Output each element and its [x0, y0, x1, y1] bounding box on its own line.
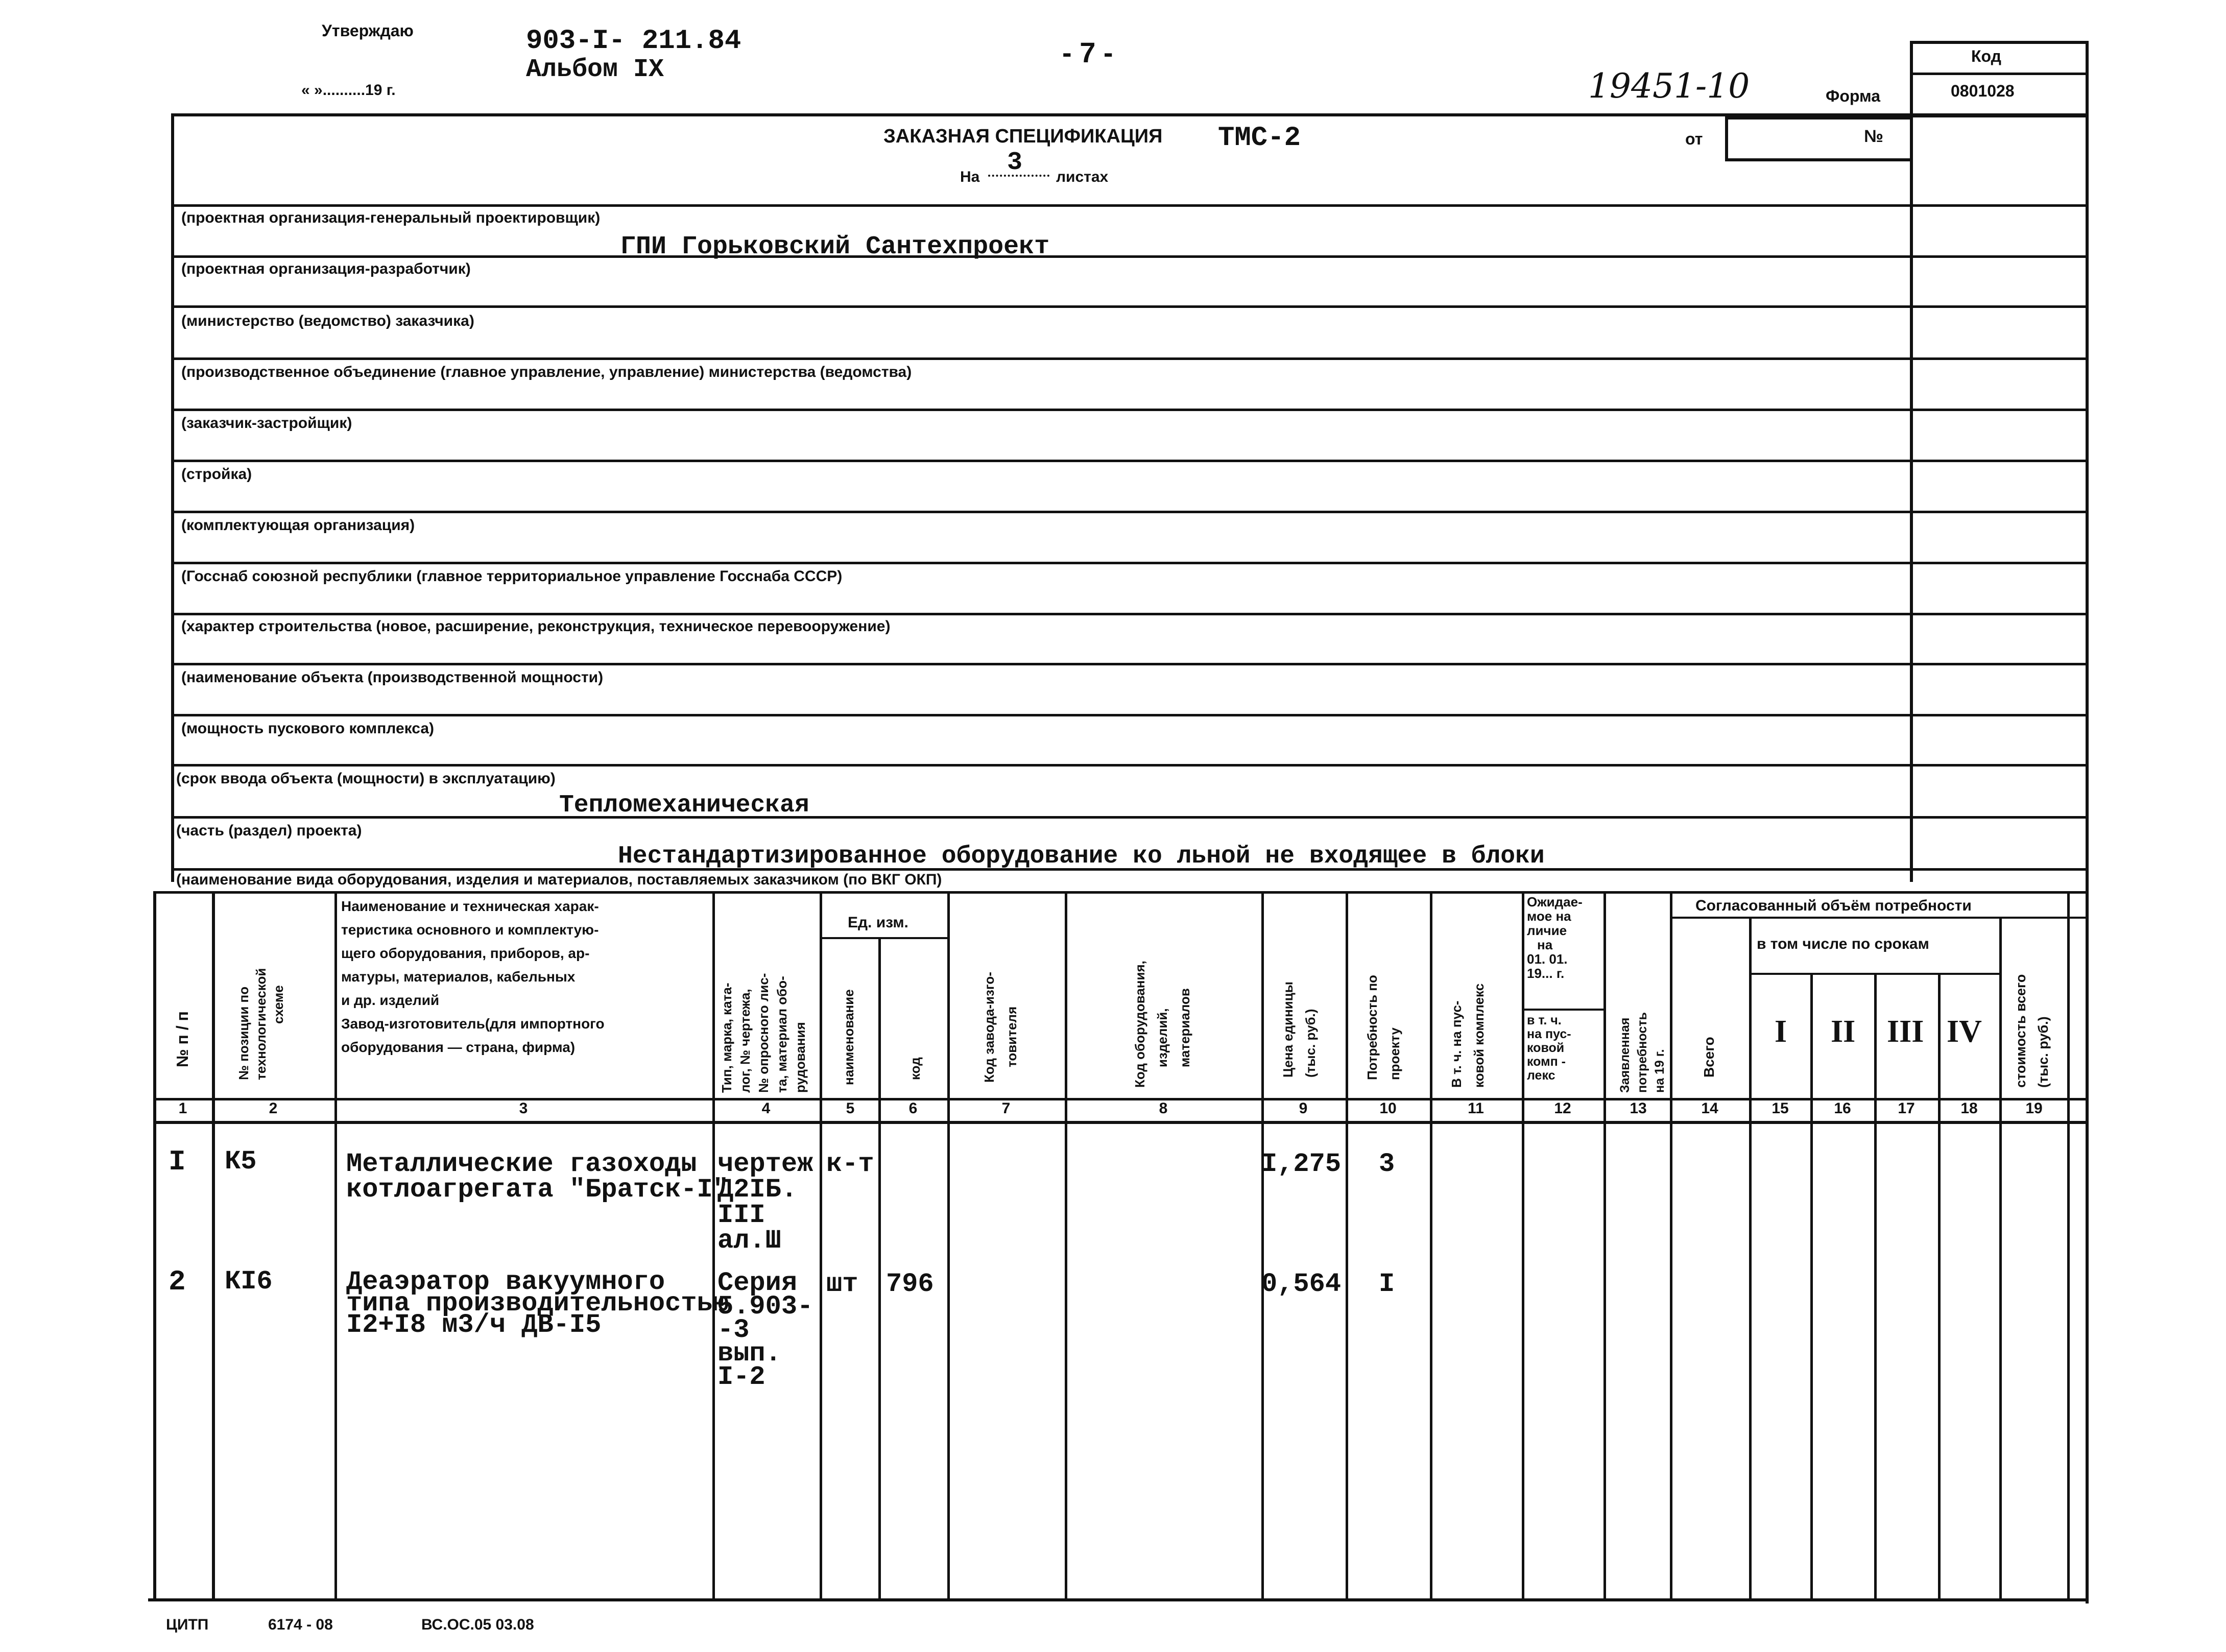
header-unit-group: Ед. изм.	[848, 914, 908, 931]
column-number: 19	[2025, 1100, 2043, 1117]
header-declared-need: Заявленная потребность на 19 г.	[1618, 1012, 1667, 1093]
field-label-developer: (проектная организация-разработчик)	[181, 260, 471, 277]
row-need: 3	[1379, 1149, 1395, 1179]
row-position: К5	[225, 1146, 257, 1177]
field-label-construction-project: (стройка)	[181, 466, 252, 483]
header-total: Всего	[1701, 1037, 1717, 1078]
doc-number: 903-I- 211.84	[526, 26, 741, 57]
page-number: - 7 -	[1062, 36, 1113, 68]
row-unit-name: шт	[826, 1269, 858, 1299]
field-label-completing-organization: (комплектующая организация)	[181, 517, 415, 534]
field-value-equipment-type: Нестандартизированное оборудование ко льной не входящее в блоки	[618, 843, 1545, 870]
column-number: 7	[1001, 1100, 1011, 1117]
column-number: 8	[1159, 1100, 1168, 1117]
header-startup-complex: В т. ч. на пус- ковой комплекс	[1449, 983, 1487, 1088]
header-total-cost: стоимость всего (тыс. руб.)	[2013, 974, 2051, 1088]
row-price: I,275	[1261, 1149, 1342, 1179]
field-value-developer: ГПИ Горьковский Сантехпроект	[620, 232, 1050, 261]
field-label-object-name: (наименование объекта (производственной мощности)	[181, 669, 604, 686]
form-label: Форма	[1826, 87, 1881, 105]
album-label: Альбом IX	[526, 55, 664, 84]
column-number: 17	[1898, 1100, 1915, 1117]
kod-label: Код	[1971, 47, 2001, 65]
header-row-number: № п / п	[173, 1011, 192, 1067]
field-label-gossnab: (Госснаб союзной республики (главное территориальное управление Госснаба СССР)	[181, 568, 843, 585]
header-manufacturer-code: Код завода-изго- товителя	[982, 972, 1019, 1083]
column-number: 4	[761, 1100, 771, 1117]
spec-title: ЗАКАЗНАЯ СПЕЦИФИКАЦИЯ	[883, 126, 1163, 147]
column-number: 10	[1379, 1100, 1397, 1117]
footer-code: 6174 - 08	[268, 1616, 333, 1633]
row-number: I	[169, 1145, 186, 1178]
date-box	[1725, 116, 1913, 161]
field-value-project-part: Тепломеханическая	[559, 792, 809, 819]
column-number: 11	[1468, 1100, 1484, 1117]
header-term-3: III	[1887, 1014, 1924, 1049]
header-unit-code: код	[907, 1057, 923, 1080]
row-position: КI6	[225, 1266, 273, 1297]
header-expected-availability: Ожидае- мое на личие на 01. 01. 19... г.	[1527, 894, 1583, 981]
field-label-customer-developer: (заказчик-застройщик)	[181, 415, 352, 432]
row-price: 0,564	[1261, 1269, 1342, 1299]
field-label-ministry: (министерство (ведомство) заказчика)	[181, 313, 474, 329]
column-number: 1	[178, 1100, 187, 1117]
column-number: 5	[846, 1100, 855, 1117]
sheets-prefix: На	[960, 169, 980, 185]
header-term-4: IV	[1947, 1014, 1982, 1049]
column-number: 6	[908, 1100, 918, 1117]
header-name: Наименование и техническая харак- теристика основного и комплектую- щего оборудования, приборов, ар- матуры, материалов, кабельных и др. изделий Завод-изготовитель(для импортного оборудования — страна, фирма)	[341, 898, 605, 1055]
header-agreed-volume: Согласованный объём потребности	[1695, 897, 1972, 914]
header-unit-price: Цена единицы (тыс. руб.)	[1280, 981, 1318, 1078]
field-label-equipment-kind: (наименование вида оборудования, изделия и материалов, поставляемых заказчиком (по ВКГ ОКП)	[176, 871, 942, 888]
column-number: 2	[269, 1100, 278, 1117]
row-need: I	[1379, 1269, 1395, 1299]
header-unit-name: наименование	[841, 989, 856, 1085]
column-number: 18	[1960, 1100, 1978, 1117]
spec-code: ТМС-2	[1218, 123, 1301, 154]
column-number: 12	[1554, 1100, 1571, 1117]
header-position: № позиции по технологической схеме	[236, 968, 286, 1080]
approved-date: « »..........19 г.	[301, 82, 396, 99]
row-number: 2	[169, 1265, 186, 1298]
row-name: Деаэратор вакуумного типа производительностью I2+I8 м3/ч ДВ-I5	[346, 1267, 729, 1340]
column-number: 14	[1701, 1100, 1718, 1117]
form-code: 0801028	[1951, 82, 2015, 100]
header-expected-startup: в т. ч. на пус- ковой комп - лекс	[1527, 1013, 1571, 1083]
header-type-mark: Тип, марка, ката- лог, № чертежа, № опросного лис- та, материал обо- рудования	[719, 973, 808, 1093]
column-number: 15	[1772, 1100, 1789, 1117]
column-number: 16	[1834, 1100, 1851, 1117]
sheets-count: 3	[1007, 148, 1023, 177]
row-type: чертеж Д2IБ. III ал.Ш	[717, 1149, 813, 1256]
header-project-need: Потребность по проекту	[1365, 975, 1402, 1080]
header-by-terms: в том числе по срокам	[1757, 936, 1929, 952]
field-label-general-designer: (проектная организация-генеральный проектировщик)	[181, 209, 601, 226]
footer-org: ЦИТП	[166, 1616, 209, 1633]
field-label-construction-type: (характер строительства (новое, расширение, реконструкция, техническое перевооружение)	[181, 618, 891, 635]
row-name: Металлические газоходы котлоагрегата "Братск-I"	[346, 1149, 729, 1205]
row-unit-name: к-т	[826, 1149, 874, 1179]
header-equipment-code: Код оборудования, изделий, материалов	[1132, 961, 1192, 1088]
sheets-suffix: листах	[1056, 169, 1109, 185]
row-unit-code: 796	[886, 1269, 934, 1299]
header-term-2: II	[1831, 1014, 1856, 1049]
approved-label: Утверждаю	[322, 21, 414, 40]
field-label-commissioning-date: (срок ввода объекта (мощности) в эксплуатацию)	[176, 770, 556, 787]
column-number: 13	[1630, 1100, 1647, 1117]
row-type: Серия 5.903- -3 вып. I-2	[717, 1268, 813, 1392]
column-number: 3	[519, 1100, 528, 1117]
column-number: 9	[1299, 1100, 1308, 1117]
field-label-project-part: (часть (раздел) проекта)	[176, 822, 362, 839]
footer-ref: ВС.ОС.05 03.08	[421, 1616, 534, 1633]
field-label-startup-capacity: (мощность пускового комплекса)	[181, 720, 434, 737]
from-label: от	[1685, 130, 1703, 148]
inventory-number: 19451-10	[1588, 66, 1750, 106]
header-term-1: I	[1775, 1014, 1787, 1049]
number-label: №	[1864, 127, 1883, 146]
field-label-production-association: (производственное объединение (главное управление, управление) министерства (ведомства)	[181, 364, 912, 380]
